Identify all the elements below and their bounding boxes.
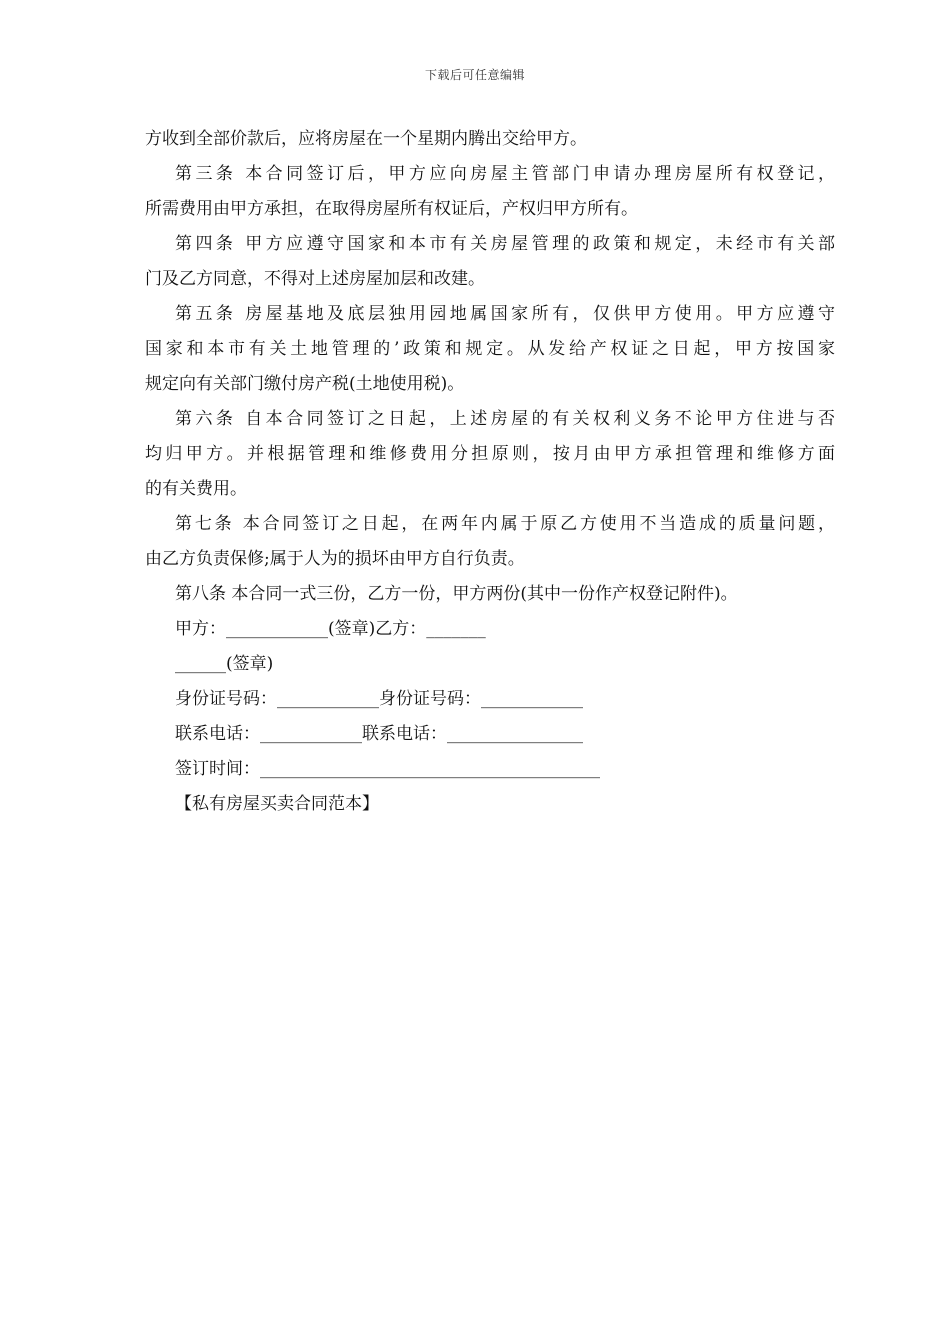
article-3-line-2: 所需费用由甲方承担，在取得房屋所有权证后，产权归甲方所有。 [145, 199, 638, 219]
article-6-line-3: 的有关费用。 [145, 479, 247, 499]
article-5-line-1: 第五条 房屋基地及底层独用园地属国家所有，仅供甲方使用。甲方应遵守 [175, 304, 835, 324]
article-5-line-3: 规定向有关部门缴付房产税(土地使用税)。 [145, 374, 465, 394]
article-4-line-2: 门及乙方同意，不得对上述房屋加层和改建。 [145, 269, 485, 289]
article-6-line-1: 第六条 自本合同签订之日起，上述房屋的有关权利义务不论甲方住进与否 [175, 409, 835, 429]
signature-party-line: 甲方：____________(签章)乙方：_______ [175, 619, 486, 639]
article-5-line-2: 国家和本市有关土地管理的’政策和规定。从发给产权证之日起，甲方按国家 [145, 339, 835, 359]
article-3-line-1: 第三条 本合同签订后，甲方应向房屋主管部门申请办理房屋所有权登记， [175, 164, 835, 184]
article-7-line-1: 第七条 本合同签订之日起，在两年内属于原乙方使用不当造成的质量问题， [175, 514, 835, 534]
download-note-header: 下载后可任意编辑 [424, 68, 525, 82]
phone-line: 联系电话：____________联系电话：________________ [175, 724, 583, 744]
signing-date-line: 签订时间：________________________________________ [175, 759, 600, 779]
signature-seal-line: ______(签章) [175, 654, 274, 674]
contract-body [145, 122, 835, 822]
article-6-line-2: 均归甲方。并根据管理和维修费用分担原则，按月由甲方承担管理和维修方面 [145, 444, 835, 464]
paragraph-line: 方收到全部价款后，应将房屋在一个星期内腾出交给甲方。 [145, 129, 587, 149]
article-8-line-1: 第八条 本合同一式三份，乙方一份，甲方两份(其中一份作产权登记附件)。 [175, 584, 738, 604]
article-7-line-2: 由乙方负责保修;属于人为的损坏由甲方自行负责。 [145, 549, 525, 569]
article-4-line-1: 第四条 甲方应遵守国家和本市有关房屋管理的政策和规定，未经市有关部 [175, 234, 835, 254]
id-number-line: 身份证号码：____________身份证号码：____________ [175, 689, 583, 709]
contract-template-title: 【私有房屋买卖合同范本】 [175, 794, 379, 814]
